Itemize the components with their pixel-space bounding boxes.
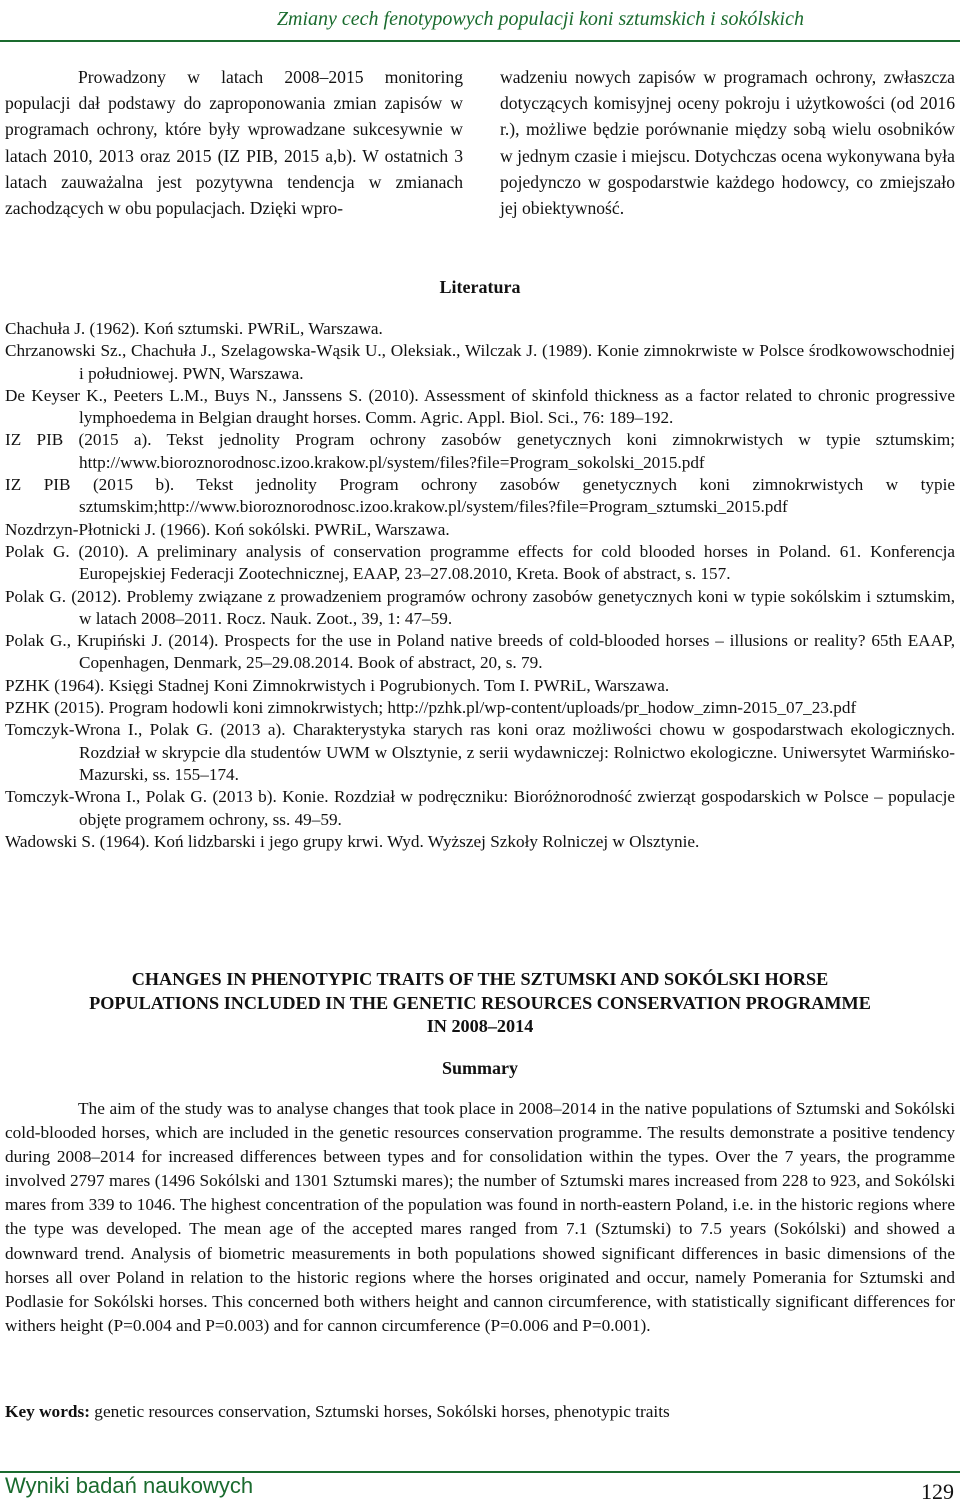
reference-item: IZ PIB (2015 a). Tekst jednolity Program ochrony zasobów genetycznych koni zimnokrwistych w typie sztumskim; http://www.bioroznorodnosc.izoo.krakow.pl/system/files?file=Program_sokolski_2015.pdf xyxy=(5,430,955,472)
page-number: 129 xyxy=(921,1479,954,1504)
reference-item: Polak G. (2010). A preliminary analysis of conservation programme effects for cold blooded horses in Poland. 61. Konferencja Europejskiej Federacji Zootechnicznej, EAAP, 23–27.08.2010, Kreta. Book of abstract, s. 157. xyxy=(5,541,955,584)
reference-item: Polak G. (2012). Problemy związane z prowadzeniem programów ochrony zasobów genetycznych koni w typie sokólskim i sztumskim, w latach 2008–2011. Rocz. Nauk. Zoot., 39, 1: 47–59. xyxy=(5,586,955,628)
body-column-left xyxy=(5,64,463,221)
reference-item: PZHK (2015). Program hodowli koni zimnokrwistych; http://pzhk.pl/wp-content/uploads/pr_hodow_zimn-2015_07_23.pdf xyxy=(5,698,857,718)
summary-paragraph: The aim of the study was to analyse changes that took place in 2008–2014 in the native populations of Sztumski and Sokólski cold-blooded horses, which are included in the genetic resources conservation programme. The results demonstrate a positive tendency during 2008–2014 for increased differences between types and for consolidation within the types. Over the 7 years, the programme involved 2797 mares (1496 Sokólski and 1301 Sztumski mares); the number of Sztumski mares increased from 228 to 923, and Sokólski mares from 339 to 1046. The highest concentration of the population was found in north-eastern Poland, i.e. in the historic regions where the type was developed. The mean age of the accepted mares ranged from 7.1 (Sztumski) to 7.5 years (Sokólski) and showed a downward trend. Analysis of biometric measurements in both populations showed significant differences in basic dimensions of the horses all over Poland in relation to the historic regions where the horses originated and occur, namely Pomerania for Sztumski and Podlasie for Sokólski horses. This concerned both withers height and cannon circumference, with statistically significant differences for withers height (P=0.004 and P=0.003) and for cannon circumference (P=0.006 and P=0.001). xyxy=(5,1099,955,1335)
english-title xyxy=(5,968,955,1039)
reference-item: Tomczyk-Wrona I., Polak G. (2013 a). Charakterystyka starych ras koni oraz możliwości chowu w gospodarstwach ekologicznych. Rozdział w skrypcie dla studentów UWM w Olsztynie, z serii wydawniczej: Rolnictwo ekologiczne. Uniwersytet Warmińsko-Mazurski, ss. 155–174. xyxy=(5,720,955,784)
literature-heading: Literatura xyxy=(439,277,521,297)
reference-item: IZ PIB (2015 b). Tekst jednolity Program ochrony zasobów genetycznych koni zimnokrwistych w typie sztumskim;http://www.bioroznorodnosc.izoo.krakow.pl/system/files?file=Program_sztumski_2015.pdf xyxy=(5,475,955,517)
summary-heading: Summary xyxy=(442,1058,518,1078)
body-paragraph-left: Prowadzony w latach 2008–2015 monitoring populacji dał podstawy do zaproponowania zmian zapisów w programach ochrony, które były wprowadzane sukcesywnie w latach 2010, 2013 oraz 2015 (IZ PIB, 2015 a,b). W ostatnich 3 latach zauważalna jest pozytywna tendencja w zmianach zachodzących w obu populacjach. Dzięki wpro- xyxy=(5,67,463,219)
reference-item: De Keyser K., Peeters L.M., Buys N., Janssens S. (2010). Assessment of skinfold thickness as a factor related to chronic progressive lymphoedema in Belgian draught horses. Comm. Agric. Appl. Biol. Sci., 76: 189–192. xyxy=(5,385,955,428)
reference-item: Wadowski S. (1964). Koń lidzbarski i jego grupy krwi. Wyd. Wyższej Szkoły Rolniczej w Olsztynie. xyxy=(5,831,700,851)
body-paragraph-right: wadzeniu nowych zapisów w programach ochrony, zwłaszcza dotyczących komisyjnej oceny pokroju i użytkowości (od 2016 r.), możliwe będzie porównanie między sobą wielu osobników w jednym czasie i miejscu. Dotychczas ocena wykonywana była pojedynczo w gospodarstwie każdego hodowcy, co zmiejszało jej obiektywność. xyxy=(500,67,955,219)
keywords xyxy=(5,1400,955,1424)
english-title-line: CHANGES IN PHENOTYPIC TRAITS OF THE SZTUMSKI AND SOKÓLSKI HORSE xyxy=(131,969,829,989)
running-head: Zmiany cech fenotypowych populacji koni sztumskich i sokólskich xyxy=(276,8,804,30)
reference-item: Tomczyk-Wrona I., Polak G. (2013 b). Konie. Rozdział w podręczniku: Bioróżnorodność zwierząt gospodarskich w Polsce – populacje objęte programem ochrony, ss. 49–59. xyxy=(5,787,955,829)
keywords-text: genetic resources conservation, Sztumski horses, Sokólski horses, phenotypic traits xyxy=(94,1402,670,1421)
english-title-line: IN 2008–2014 xyxy=(426,1016,534,1036)
reference-item: Nozdrzyn-Płotnicki J. (1966). Koń sokólski. PWRiL, Warszawa. xyxy=(5,519,450,539)
reference-item: Polak G., Krupiński J. (2014). Prospects for the use in Poland native breeds of cold-blooded horses – illusions or reality? 65th EAAP, Copenhagen, Denmark, 25–29.08.2014. Book of abstract, 20, s. 79. xyxy=(5,631,955,673)
header-rule xyxy=(0,40,960,42)
reference-list xyxy=(5,318,955,853)
body-column-right xyxy=(500,64,955,221)
reference-item: PZHK (1964). Księgi Stadnej Koni Zimnokrwistych i Pogrubionych. Tom I. PWRiL, Warszawa. xyxy=(5,675,670,695)
reference-item: Chrzanowski Sz., Chachuła J., Szelagowska-Wąsik U., Oleksiak., Wilczak J. (1989). Konie zimnokrwiste w Polsce środkowowschodniej i południowej. PWN, Warszawa. xyxy=(5,341,955,383)
reference-item: Chachuła J. (1962). Koń sztumski. PWRiL, Warszawa. xyxy=(5,319,383,338)
keywords-label: Key words: xyxy=(5,1402,90,1421)
english-title-line: POPULATIONS INCLUDED IN THE GENETIC RESOURCES CONSERVATION PROGRAMME xyxy=(89,992,871,1013)
footer-section-label: Wyniki badań naukowych xyxy=(5,1473,254,1498)
